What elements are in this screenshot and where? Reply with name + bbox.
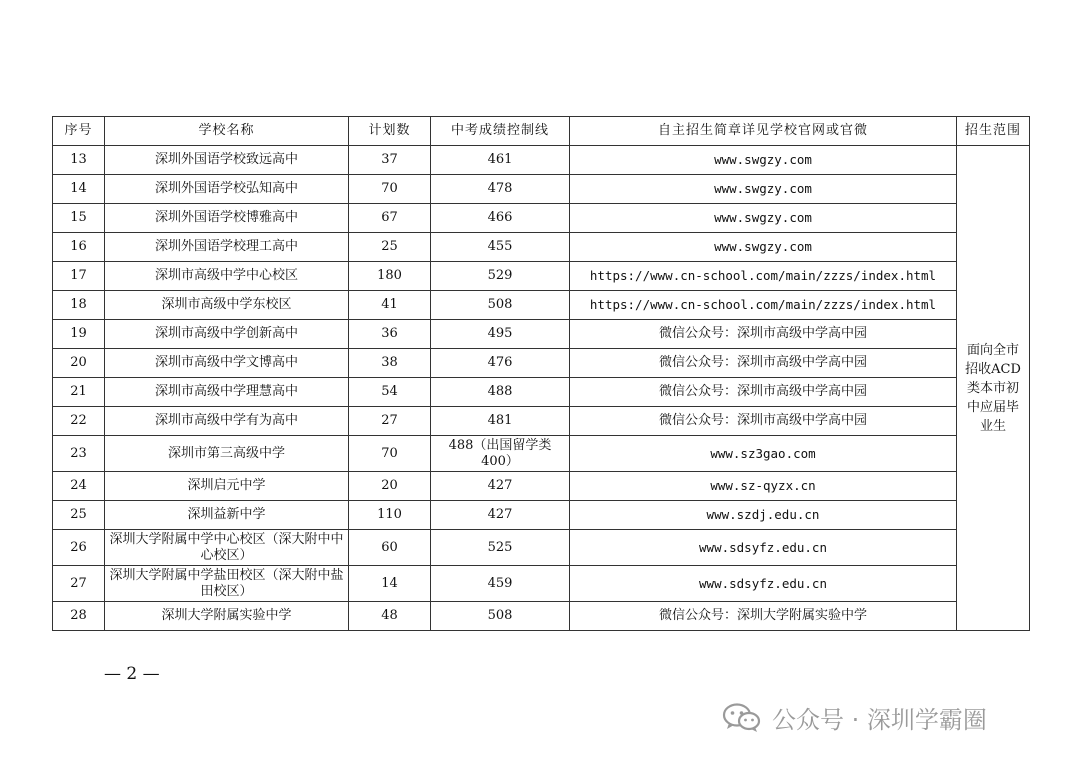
table-row bbox=[53, 204, 1030, 233]
cell-no: 28 bbox=[53, 602, 105, 631]
cell-plan: 20 bbox=[349, 472, 431, 501]
cell-score: 488（出国留学类400） bbox=[431, 436, 570, 472]
cell-score: 529 bbox=[431, 262, 570, 291]
cell-no: 15 bbox=[53, 204, 105, 233]
cell-site: www.sz3gao.com bbox=[570, 436, 957, 472]
header-score: 中考成绩控制线 bbox=[431, 117, 570, 146]
cell-no: 19 bbox=[53, 320, 105, 349]
table-row bbox=[53, 407, 1030, 436]
cell-no: 24 bbox=[53, 472, 105, 501]
cell-score: 476 bbox=[431, 349, 570, 378]
cell-school: 深圳大学附属中学盐田校区（深大附中盐田校区） bbox=[105, 566, 349, 602]
cell-score: 478 bbox=[431, 175, 570, 204]
table-row bbox=[53, 320, 1030, 349]
cell-no: 18 bbox=[53, 291, 105, 320]
cell-scope: 面向全市招收ACD类本市初中应届毕业生 bbox=[957, 146, 1030, 631]
admission-table bbox=[52, 116, 1030, 631]
cell-site: 微信公众号：深圳市高级中学高中园 bbox=[570, 349, 957, 378]
cell-plan: 41 bbox=[349, 291, 431, 320]
cell-school: 深圳外国语学校博雅高中 bbox=[105, 204, 349, 233]
cell-score: 459 bbox=[431, 566, 570, 602]
cell-plan: 180 bbox=[349, 262, 431, 291]
table-row bbox=[53, 146, 1030, 175]
page-number: — 2 — bbox=[104, 664, 160, 684]
cell-plan: 25 bbox=[349, 233, 431, 262]
cell-no: 13 bbox=[53, 146, 105, 175]
cell-score: 466 bbox=[431, 204, 570, 233]
cell-no: 25 bbox=[53, 501, 105, 530]
cell-score: 508 bbox=[431, 291, 570, 320]
header-plan: 计划数 bbox=[349, 117, 431, 146]
cell-school: 深圳市第三高级中学 bbox=[105, 436, 349, 472]
table-row bbox=[53, 378, 1030, 407]
cell-site: www.sz-qyzx.cn bbox=[570, 472, 957, 501]
cell-school: 深圳市高级中学有为高中 bbox=[105, 407, 349, 436]
table-body bbox=[53, 146, 1030, 631]
table-row bbox=[53, 566, 1030, 602]
cell-site: 微信公众号：深圳市高级中学高中园 bbox=[570, 407, 957, 436]
cell-plan: 110 bbox=[349, 501, 431, 530]
table-row bbox=[53, 602, 1030, 631]
watermark bbox=[722, 700, 987, 735]
table-row bbox=[53, 530, 1030, 566]
cell-score: 488 bbox=[431, 378, 570, 407]
cell-score: 495 bbox=[431, 320, 570, 349]
cell-no: 21 bbox=[53, 378, 105, 407]
cell-site: www.swgzy.com bbox=[570, 175, 957, 204]
cell-no: 20 bbox=[53, 349, 105, 378]
cell-site: 微信公众号：深圳市高级中学高中园 bbox=[570, 320, 957, 349]
cell-plan: 36 bbox=[349, 320, 431, 349]
cell-site: 微信公众号：深圳市高级中学高中园 bbox=[570, 378, 957, 407]
table-row bbox=[53, 175, 1030, 204]
cell-plan: 27 bbox=[349, 407, 431, 436]
header-school: 学校名称 bbox=[105, 117, 349, 146]
cell-score: 508 bbox=[431, 602, 570, 631]
cell-site: www.sdsyfz.edu.cn bbox=[570, 566, 957, 602]
cell-score: 481 bbox=[431, 407, 570, 436]
cell-plan: 38 bbox=[349, 349, 431, 378]
cell-site: https://www.cn-school.com/main/zzzs/index.html bbox=[570, 291, 957, 320]
cell-no: 17 bbox=[53, 262, 105, 291]
table-row bbox=[53, 501, 1030, 530]
cell-school: 深圳外国语学校致远高中 bbox=[105, 146, 349, 175]
cell-score: 427 bbox=[431, 501, 570, 530]
table-row bbox=[53, 262, 1030, 291]
table-row bbox=[53, 436, 1030, 472]
cell-plan: 70 bbox=[349, 175, 431, 204]
header-no: 序号 bbox=[53, 117, 105, 146]
cell-site: https://www.cn-school.com/main/zzzs/index.html bbox=[570, 262, 957, 291]
cell-no: 14 bbox=[53, 175, 105, 204]
cell-school: 深圳市高级中学创新高中 bbox=[105, 320, 349, 349]
cell-site: www.szdj.edu.cn bbox=[570, 501, 957, 530]
watermark-text: 公众号 · 深圳学霸圈 bbox=[772, 706, 987, 734]
cell-site: www.swgzy.com bbox=[570, 146, 957, 175]
cell-no: 16 bbox=[53, 233, 105, 262]
cell-no: 27 bbox=[53, 566, 105, 602]
cell-school: 深圳市高级中学理慧高中 bbox=[105, 378, 349, 407]
cell-plan: 48 bbox=[349, 602, 431, 631]
cell-school: 深圳市高级中学东校区 bbox=[105, 291, 349, 320]
cell-site: www.sdsyfz.edu.cn bbox=[570, 530, 957, 566]
cell-plan: 37 bbox=[349, 146, 431, 175]
cell-school: 深圳市高级中学文博高中 bbox=[105, 349, 349, 378]
cell-school: 深圳市高级中学中心校区 bbox=[105, 262, 349, 291]
table-row bbox=[53, 291, 1030, 320]
cell-score: 461 bbox=[431, 146, 570, 175]
cell-school: 深圳大学附属实验中学 bbox=[105, 602, 349, 631]
cell-school: 深圳启元中学 bbox=[105, 472, 349, 501]
cell-no: 22 bbox=[53, 407, 105, 436]
cell-school: 深圳外国语学校理工高中 bbox=[105, 233, 349, 262]
table-header-row bbox=[53, 117, 1030, 146]
cell-plan: 67 bbox=[349, 204, 431, 233]
header-scope: 招生范围 bbox=[957, 117, 1030, 146]
cell-school: 深圳大学附属中学中心校区（深大附中中心校区） bbox=[105, 530, 349, 566]
cell-school: 深圳外国语学校弘知高中 bbox=[105, 175, 349, 204]
wechat-icon bbox=[722, 702, 762, 734]
cell-no: 23 bbox=[53, 436, 105, 472]
cell-score: 455 bbox=[431, 233, 570, 262]
cell-score: 525 bbox=[431, 530, 570, 566]
header-site: 自主招生简章详见学校官网或官微 bbox=[570, 117, 957, 146]
table-row bbox=[53, 349, 1030, 378]
table-row bbox=[53, 233, 1030, 262]
cell-plan: 60 bbox=[349, 530, 431, 566]
cell-site: www.swgzy.com bbox=[570, 204, 957, 233]
cell-plan: 14 bbox=[349, 566, 431, 602]
cell-plan: 54 bbox=[349, 378, 431, 407]
cell-score: 427 bbox=[431, 472, 570, 501]
cell-no: 26 bbox=[53, 530, 105, 566]
cell-school: 深圳益新中学 bbox=[105, 501, 349, 530]
cell-site: 微信公众号：深圳大学附属实验中学 bbox=[570, 602, 957, 631]
cell-plan: 70 bbox=[349, 436, 431, 472]
cell-site: www.swgzy.com bbox=[570, 233, 957, 262]
table-row bbox=[53, 472, 1030, 501]
